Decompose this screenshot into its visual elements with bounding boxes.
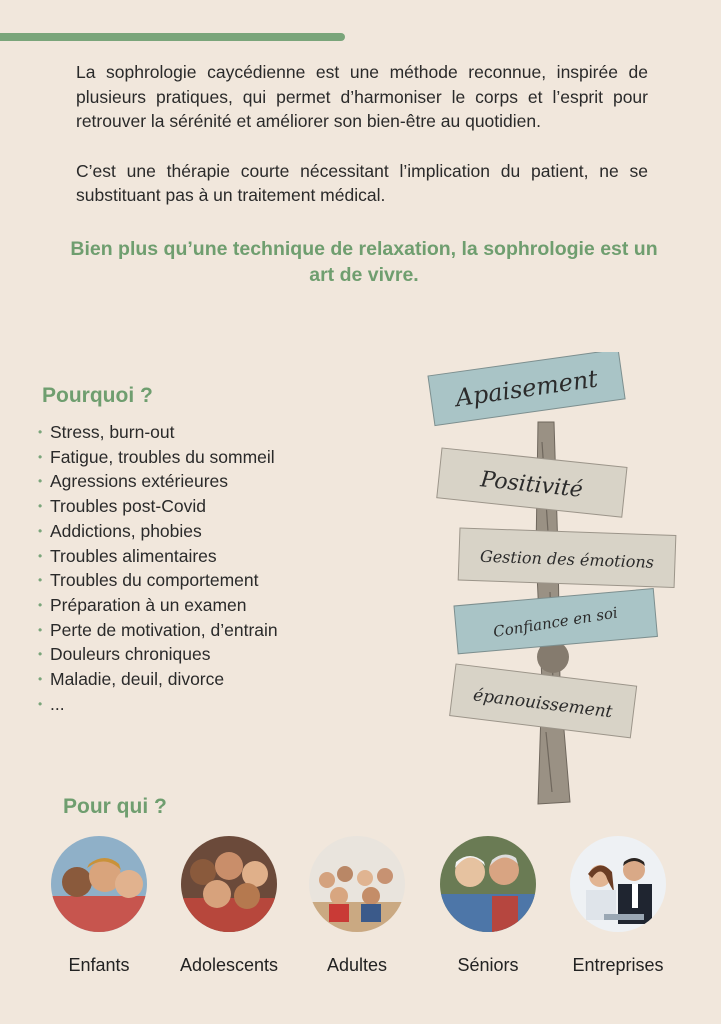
intro-text bbox=[76, 60, 648, 208]
top-accent-bar bbox=[0, 33, 345, 41]
who-title: Pour qui ? bbox=[63, 795, 167, 818]
adults-photo bbox=[309, 836, 405, 932]
sign-label: Confiance en soi bbox=[491, 603, 619, 641]
bullet-icon: • bbox=[38, 622, 43, 637]
why-title: Pourquoi ? bbox=[42, 384, 153, 407]
audience-groups bbox=[0, 836, 721, 986]
sign-epanouissement bbox=[450, 664, 637, 738]
tagline: Bien plus qu’une technique de relaxation, la sophrologie est un art de vivre. bbox=[70, 238, 658, 286]
group-label: Enfants bbox=[68, 955, 130, 975]
bullet-icon: • bbox=[38, 499, 43, 514]
list-item: • Perte de motivation, d’entrain bbox=[38, 618, 278, 643]
list-item: • Addictions, phobies bbox=[38, 519, 278, 544]
bullet-icon: • bbox=[38, 597, 43, 612]
bullet-icon: • bbox=[38, 573, 43, 588]
sign-confiance bbox=[454, 589, 657, 654]
group-label: Entreprises bbox=[572, 955, 664, 975]
sign-label: Gestion des émotions bbox=[479, 546, 655, 572]
sign-gestion bbox=[458, 528, 676, 588]
intro-paragraph-1: La sophrologie caycédienne est une méthode reconnue, inspirée de plusieurs pratiques, qui permet d’harmoniser le corps et l’esprit pour retrouver la sérénité et améliorer son bien-être au quotidien. bbox=[76, 62, 648, 131]
list-item: • Troubles du comportement bbox=[38, 568, 278, 593]
list-item: • Douleurs chroniques bbox=[38, 642, 278, 667]
group-adolescents bbox=[164, 836, 294, 976]
bullet-icon: • bbox=[38, 548, 43, 563]
bullet-icon: • bbox=[38, 425, 43, 439]
bullet-icon: • bbox=[38, 696, 43, 711]
group-label: Adultes bbox=[326, 955, 388, 975]
sign-label: Positivité bbox=[479, 467, 584, 503]
business-photo bbox=[570, 836, 666, 932]
list-item: • Agressions extérieures bbox=[38, 469, 278, 494]
intro-paragraph-2: C’est une thérapie courte nécessitant l’implication du patient, ne se substituant pas à un traitement médical. bbox=[76, 160, 648, 205]
bullet-icon: • bbox=[38, 523, 43, 538]
list-item: • Troubles post-Covid bbox=[38, 494, 278, 519]
sign-apaisement bbox=[428, 352, 625, 426]
group-adultes bbox=[292, 836, 422, 976]
bullet-icon: • bbox=[38, 449, 43, 464]
teenagers-photo bbox=[181, 836, 277, 932]
sign-positivite bbox=[437, 448, 627, 517]
bullet-icon: • bbox=[38, 672, 43, 687]
list-item: • Stress, burn-out bbox=[38, 420, 278, 445]
sign-label: Apaisement bbox=[453, 364, 600, 413]
list-item: • Maladie, deuil, divorce bbox=[38, 667, 278, 692]
why-list bbox=[38, 420, 278, 716]
list-item: • Fatigue, troubles du sommeil bbox=[38, 445, 278, 470]
group-label: Séniors bbox=[457, 955, 519, 975]
bullet-icon: • bbox=[38, 474, 43, 489]
signpost-illustration bbox=[420, 352, 686, 812]
sign-label: épanouissement bbox=[472, 685, 614, 723]
seniors-photo bbox=[440, 836, 536, 932]
bullet-icon: • bbox=[38, 647, 43, 662]
group-entreprises bbox=[553, 836, 683, 976]
list-item: • Préparation à un examen bbox=[38, 593, 278, 618]
list-item: • Troubles alimentaires bbox=[38, 544, 278, 569]
list-item: • ... bbox=[38, 692, 278, 717]
children-photo bbox=[51, 836, 147, 932]
group-seniors bbox=[423, 836, 553, 976]
group-label: Adolescents bbox=[179, 955, 279, 975]
group-enfants bbox=[34, 836, 164, 976]
